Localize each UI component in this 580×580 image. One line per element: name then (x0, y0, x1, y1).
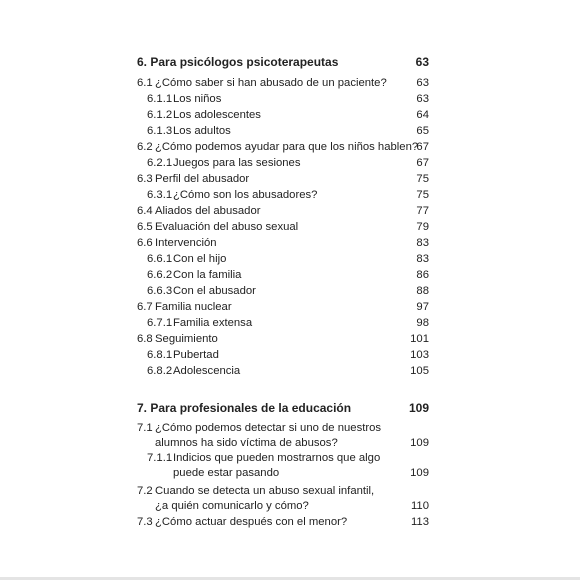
entry-number: 6.1.1 (147, 93, 173, 105)
entry-title: Los adultos (173, 125, 231, 137)
toc-entry (137, 299, 429, 315)
entry-page-number: 97 (416, 301, 429, 313)
entry-number: 7.1.1 (147, 452, 173, 464)
entry-number: 6.6.3 (147, 285, 173, 297)
entry-number: 6.8 (137, 333, 153, 345)
toc-subentry (137, 123, 429, 139)
toc-entry (137, 235, 429, 251)
toc-entry (137, 219, 429, 235)
entry-page-number: 67 (416, 157, 429, 169)
entry-page-number: 63 (416, 77, 429, 89)
toc-subentry (137, 91, 429, 107)
toc-subentry (137, 251, 429, 267)
entry-number: 6.5 (137, 221, 153, 233)
entry-page-number: 88 (416, 285, 429, 297)
entry-number: 6.8.1 (147, 349, 173, 361)
toc-subentry (137, 107, 429, 123)
entry-page-number: 113 (410, 516, 429, 528)
chapter-title: 7. Para profesionales de la educación (137, 401, 352, 415)
chapter-page-number: 63 (415, 55, 429, 69)
entry-title: ¿Cómo podemos detectar si uno de nuestros alumnos ha sido víctima de abusos? (155, 422, 382, 449)
entry-title: ¿Cómo actuar después con el menor? (155, 516, 348, 528)
toc-entry (137, 75, 429, 91)
entry-page-number: 63 (416, 93, 429, 105)
entry-title: Adolescencia (173, 365, 241, 377)
entry-title: ¿Cómo son los abusadores? (173, 189, 318, 201)
toc-entry (137, 171, 429, 187)
entry-number: 6.6 (137, 237, 153, 249)
entry-page-number: 105 (410, 365, 429, 377)
entry-page-number: 103 (410, 349, 429, 361)
toc-subentry (137, 267, 429, 283)
entry-title: Perfil del abusador (155, 173, 250, 185)
entry-page-number: 75 (416, 189, 429, 201)
chapter-page-number: 109 (408, 401, 429, 415)
entry-title: Familia nuclear (155, 301, 232, 313)
entry-page-number: 83 (416, 253, 429, 265)
entry-number: 6.3.1 (147, 189, 173, 201)
entry-title: Intervención (155, 237, 217, 249)
toc-subentry (137, 363, 429, 379)
toc-entry (137, 139, 429, 155)
entry-page-number: 75 (416, 173, 429, 185)
table-of-contents (137, 52, 429, 530)
entry-number: 7.1 (137, 422, 153, 434)
entry-title: Cuando se detecta un abuso sexual infantil, ¿a quién comunicarlo y cómo? (155, 485, 375, 512)
toc-entry (137, 421, 429, 451)
entry-title: Con el hijo (173, 253, 227, 265)
entry-title: ¿Cómo podemos ayudar para que los niños hablen? (155, 141, 419, 153)
chapter-title: 6. Para psicólogos psicoterapeutas (137, 55, 339, 69)
entry-number: 6.6.1 (147, 253, 173, 265)
chapter-heading (137, 398, 429, 418)
entry-page-number: 109 (410, 437, 429, 449)
entry-number: 6.2 (137, 141, 153, 153)
entry-page-number: 86 (416, 269, 429, 281)
entry-number: 6.4 (137, 205, 153, 217)
entry-page-number: 64 (416, 109, 429, 121)
toc-entry (137, 514, 429, 530)
entry-number: 7.3 (137, 516, 153, 528)
entry-title: Indicios que pueden mostrarnos que algo puede estar pasando (173, 452, 381, 479)
entry-title: Con la familia (173, 269, 242, 281)
entry-page-number: 110 (410, 500, 429, 512)
entry-page-number: 77 (416, 205, 429, 217)
entry-number: 6.6.2 (147, 269, 173, 281)
entry-page-number: 83 (416, 237, 429, 249)
toc-entry (137, 203, 429, 219)
toc-entry (137, 484, 429, 514)
entry-title: Los niños (173, 93, 222, 105)
entry-number: 6.3 (137, 173, 153, 185)
entry-page-number: 65 (416, 125, 429, 137)
entry-number: 6.1.3 (147, 125, 173, 137)
entry-title: Seguimiento (155, 333, 218, 345)
toc-subentry (137, 187, 429, 203)
entry-page-number: 79 (416, 221, 429, 233)
entry-number: 6.8.2 (147, 365, 173, 377)
entry-title: Evaluación del abuso sexual (155, 221, 299, 233)
entry-number: 6.1 (137, 77, 153, 89)
entry-title: Juegos para las sesiones (173, 157, 301, 169)
entry-title: Los adolescentes (173, 109, 261, 121)
entry-title: Familia extensa (173, 317, 253, 329)
entry-title: Pubertad (173, 349, 219, 361)
toc-subentry (137, 283, 429, 299)
entry-number: 6.7.1 (147, 317, 173, 329)
toc-entry (137, 331, 429, 347)
toc-subentry (137, 451, 429, 481)
toc-subentry (137, 155, 429, 171)
entry-number: 7.2 (137, 485, 153, 497)
toc-subentry (137, 315, 429, 331)
entry-page-number: 109 (410, 467, 429, 479)
entry-number: 6.2.1 (147, 157, 173, 169)
chapter-heading (137, 52, 429, 72)
entry-title: Aliados del abusador (155, 205, 261, 217)
entry-page-number: 98 (416, 317, 429, 329)
entry-number: 6.1.2 (147, 109, 173, 121)
entry-page-number: 101 (410, 333, 429, 345)
entry-title: ¿Cómo saber si han abusado de un paciente? (155, 77, 387, 89)
entry-page-number: 67 (416, 141, 429, 153)
toc-subentry (137, 347, 429, 363)
entry-title: Con el abusador (173, 285, 256, 297)
entry-number: 6.7 (137, 301, 153, 313)
